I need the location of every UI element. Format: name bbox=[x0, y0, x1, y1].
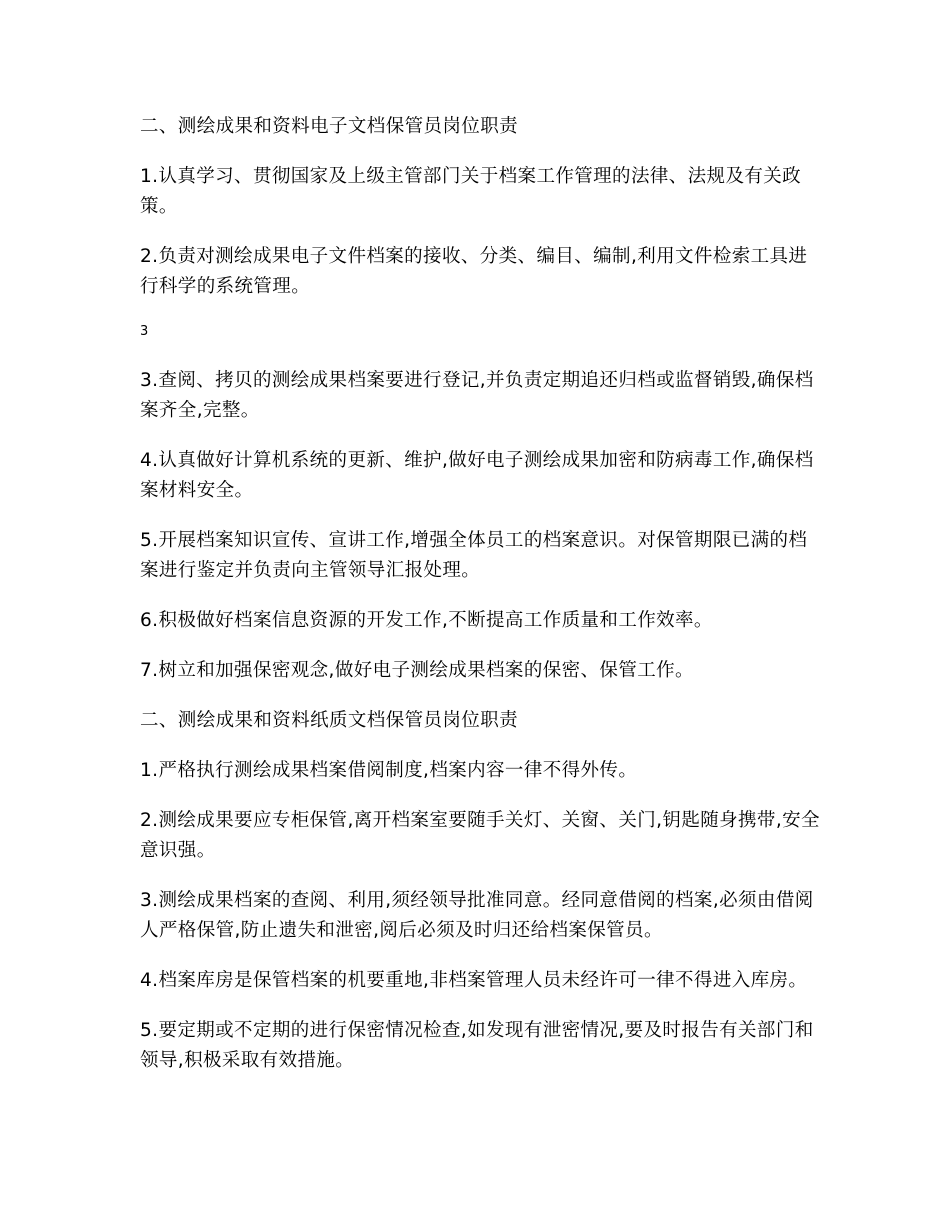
page-number: 3 bbox=[140, 324, 149, 339]
list-item: 1.认真学习、贯彻国家及上级主管部门关于档案工作管理的法律、法规及有关政策。 bbox=[140, 166, 802, 217]
list-item: 1.严格执行测绘成果档案借阅制度,档案内容一律不得外传。 bbox=[140, 760, 638, 781]
list-item: 3.测绘成果档案的查阅、利用,须经领导批准同意。经同意借阅的档案,必须由借阅人严格保管,防止遗失和泄密,阅后必须及时归还给档案保管员。 bbox=[140, 890, 814, 941]
list-item: 7.树立和加强保密观念,做好电子测绘成果档案的保密、保管工作。 bbox=[140, 660, 694, 681]
list-item: 5.要定期或不定期的进行保密情况检查,如发现有泄密情况,要及时报告有关部门和领导,积极采取有效措施。 bbox=[140, 1020, 814, 1071]
list-item: 4.档案库房是保管档案的机要重地,非档案管理人员未经许可一律不得进入库房。 bbox=[140, 970, 808, 991]
list-item: 6.积极做好档案信息资源的开发工作,不断提高工作质量和工作效率。 bbox=[140, 610, 713, 631]
document-body bbox=[140, 112, 820, 1096]
list-item: 2.测绘成果要应专柜保管,离开档案室要随手关灯、关窗、关门,钥匙随身携带,安全意识强。 bbox=[140, 810, 820, 861]
list-item: 5.开展档案知识宣传、宣讲工作,增强全体员工的档案意识。对保管期限已满的档案进行鉴定并负责向主管领导汇报处理。 bbox=[140, 530, 808, 581]
list-item: 2.负责对测绘成果电子文件档案的接收、分类、编目、编制,利用文件检索工具进行科学的系统管理。 bbox=[140, 246, 808, 297]
list-item: 3.查阅、拷贝的测绘成果档案要进行登记,并负责定期追还归档或监督销毁,确保档案齐全,完整。 bbox=[140, 370, 814, 421]
section-title: 二、测绘成果和资料电子文档保管员岗位职责 bbox=[140, 116, 519, 137]
list-item: 4.认真做好计算机系统的更新、维护,做好电子测绘成果加密和防病毒工作,确保档案材料安全。 bbox=[140, 450, 814, 501]
section-title: 二、测绘成果和资料纸质文档保管员岗位职责 bbox=[140, 710, 519, 731]
